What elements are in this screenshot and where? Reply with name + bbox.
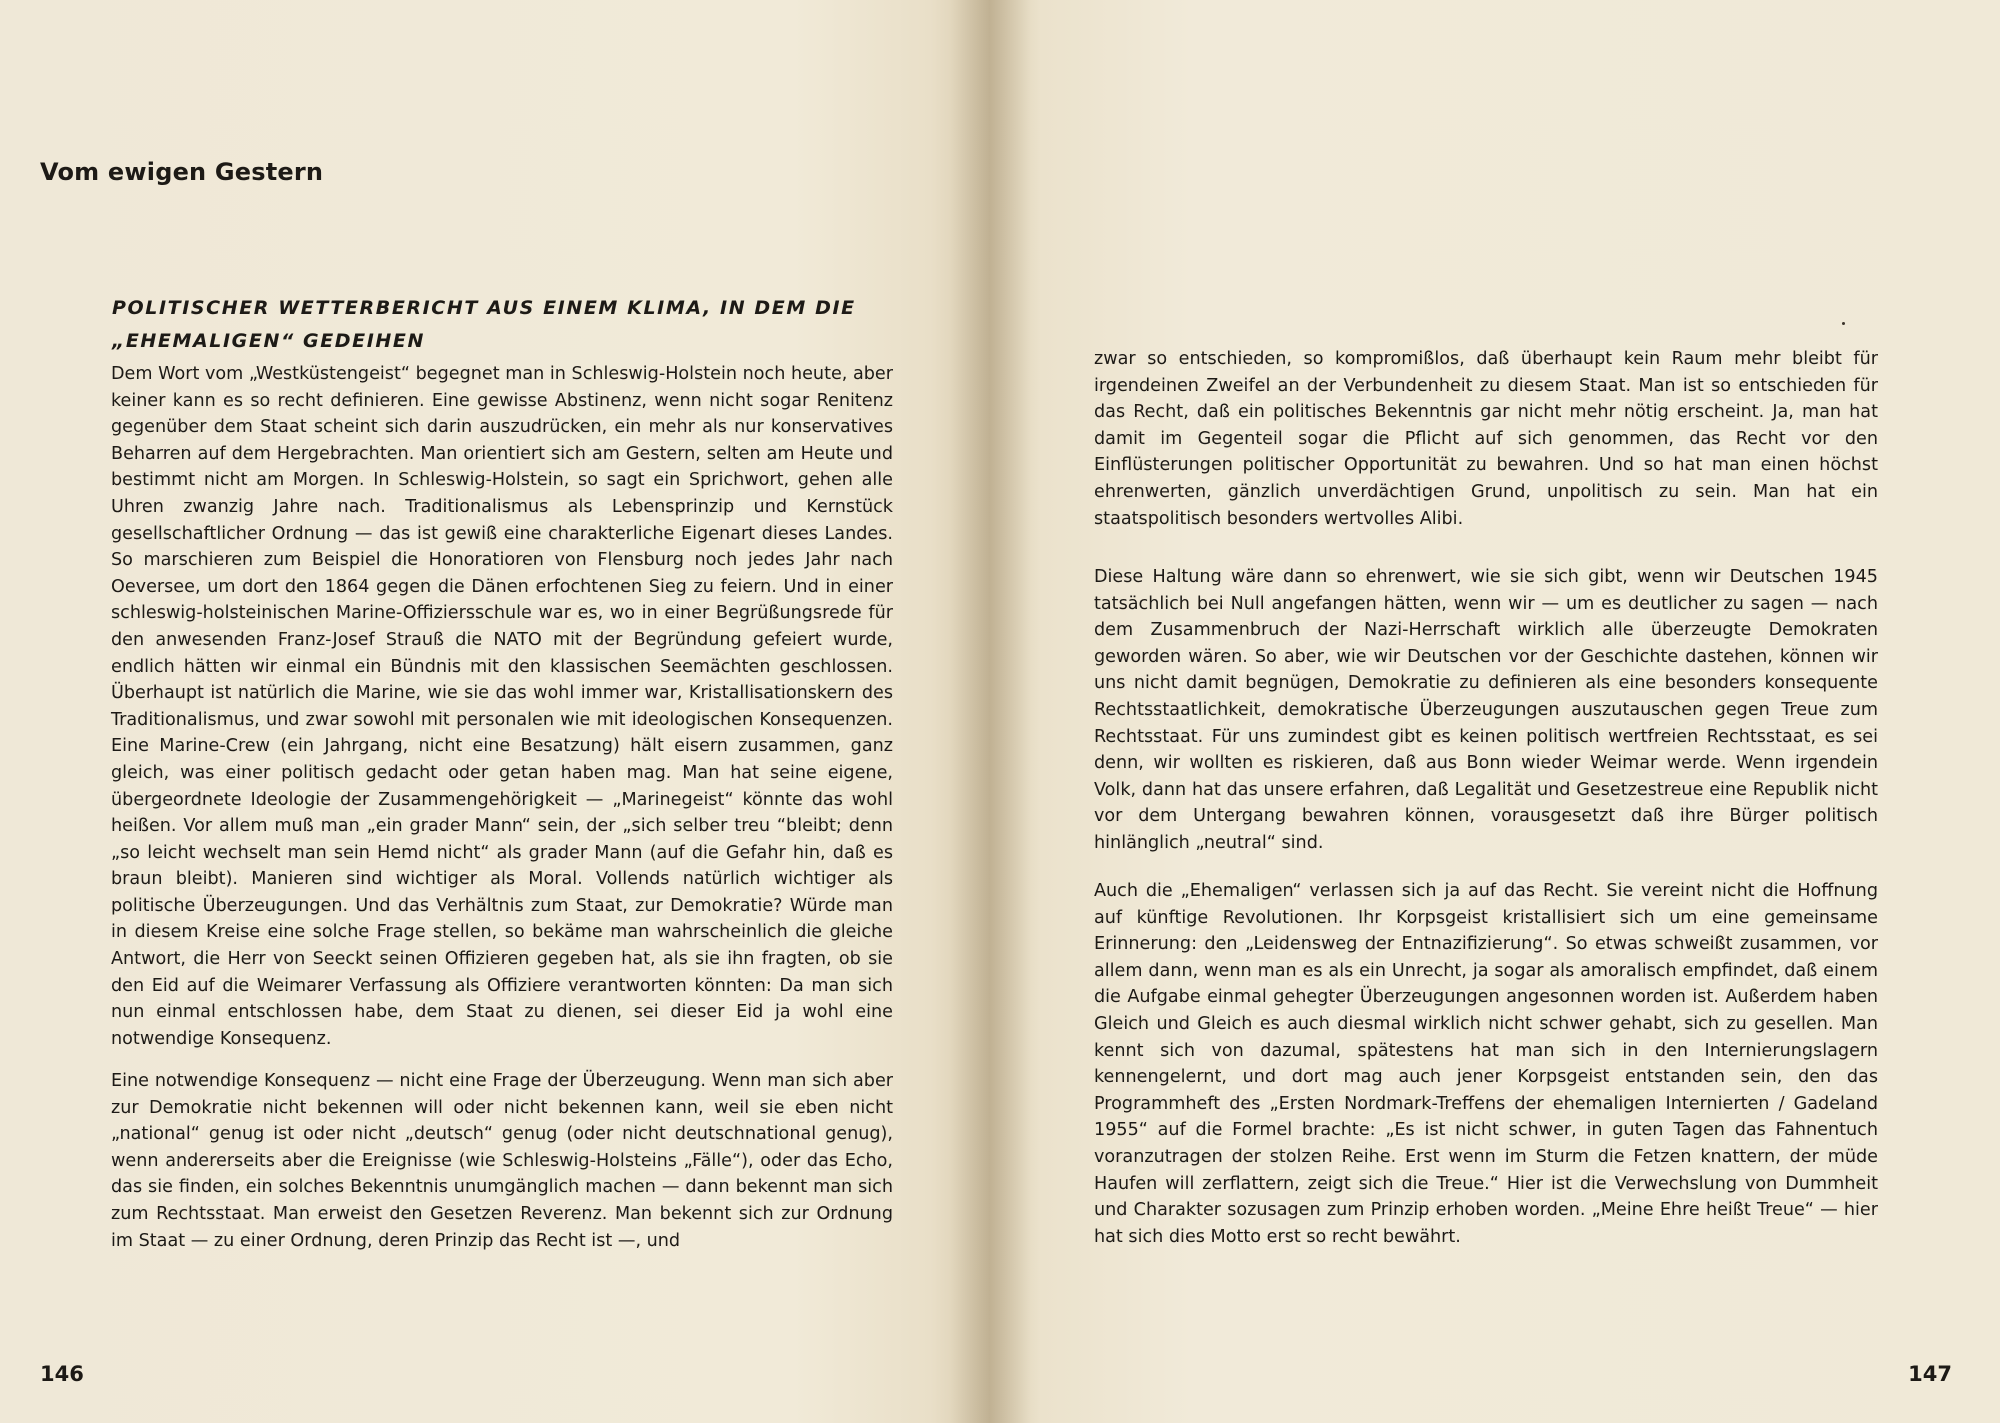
chapter-title: Vom ewigen Gestern [40, 158, 324, 186]
page-number-left: 146 [40, 1362, 84, 1386]
section-heading-line-2: „EHEMALIGEN“ GEDEIHEN [112, 330, 425, 352]
page-number-right: 147 [1908, 1362, 1952, 1386]
left-page [0, 0, 990, 1423]
right-paragraph-2: Diese Haltung wäre dann so ehrenwert, wie sie sich gibt, wenn wir Deutschen 1945 tatsächlich bei Null angefangen hätten, wenn wir — um es deutlicher zu sagen — nach dem Zusammenbruch der Nazi-Herrschaft wirklich alle überzeugte Demokraten geworden wären. So aber, wie wir Deutschen vor der Geschichte dastehen, können wir uns nicht damit begnügen, Demokratie zu definieren als eine besonders konsequente Rechtsstaatlichkeit, demokratische Überzeugungen auszutauschen gegen Treue zum Rechtsstaat. Für uns zumindest gibt es keinen politisch wertfreien Rechtsstaat, es sei denn, wir wollten es riskieren, daß aus Bonn wieder Weimar werde. Wenn irgendein Volk, dann hat das unsere erfahren, daß Legalität und Gesetzestreue eine Republik nicht vor dem Untergang bewahren können, vorausgesetzt daß ihre Bürger politisch hinlänglich „neutral“ sind. [1094, 567, 1878, 853]
left-paragraph-1: Dem Wort vom „Westküstengeist“ begegnet man in Schleswig-Holstein noch heute, aber keiner kann es so recht definieren. Eine gewisse Abstinenz, wenn nicht sogar Renitenz gegenüber dem Staat scheint sich darin auszudrücken, ein mehr als nur konservatives Beharren auf dem Hergebrachten. Man orientiert sich am Gestern, selten am Heute und bestimmt nicht am Morgen. In Schleswig-Holstein, so sagt ein Sprichwort, gehen alle Uhren zwanzig Jahre nach. Traditionalismus als Lebensprinzip und Kernstück gesellschaftlicher Ordnung — das ist gewiß eine charakterliche Eigenart dieses Landes. So marschieren zum Beispiel die Honoratioren von Flensburg noch jedes Jahr nach Oeversee, um dort den 1864 gegen die Dänen erfochtenen Sieg zu feiern. Und in einer schleswig-holsteinischen Marine-Offiziersschule war es, wo in einer Begrüßungsrede für den anwesenden Franz-Josef Strauß die NATO mit der Begründung gefeiert wurde, endlich hätten wir einmal ein Bündnis mit den klassischen Seemächten geschlossen. Überhaupt ist natürlich die Marine, wie sie das wohl immer war, Kristallisationskern des Traditionalismus, und zwar sowohl mit personalen wie mit ideologischen Konsequenzen. Eine Marine-Crew (ein Jahrgang, nicht eine Besatzung) hält eisern zusammen, ganz gleich, was einer politisch gedacht oder getan haben mag. Man hat seine eigene, übergeordnete Ideologie der Zusammengehörigkeit — „Marinegeist“ könnte das wohl heißen. Vor allem muß man „ein grader Mann“ sein, der „sich selber treu “bleibt; denn „so leicht wechselt man sein Hemd nicht“ als grader Mann (auf die Gefahr hin, daß es braun bleibt). Manieren sind wichtiger als Moral. Vollends natürlich wichtiger als politische Überzeugungen. Und das Verhältnis zum Staat, zur Demokratie? Würde man in diesem Kreise eine solche Frage stellen, so bekäme man wahrscheinlich die gleiche Antwort, die Herr von Seeckt seinen Offizieren gegeben hat, als sie ihn fragten, ob sie den Eid auf die Weimarer Verfassung als Offiziere verantworten könnten: Da man sich nun einmal entschlossen habe, dem Staat zu dienen, sei dieser Eid ja wohl eine notwendige Konsequenz. [111, 364, 893, 1049]
gutter-shadow [950, 0, 990, 1423]
gutter-shadow [990, 0, 1030, 1423]
section-heading-line-1: POLITISCHER WETTERBERICHT AUS EINEM KLIMA, IN DEM DIE [112, 297, 856, 319]
print-speck [1842, 322, 1845, 325]
right-page [990, 0, 2000, 1423]
left-paragraph-2: Eine notwendige Konsequenz — nicht eine Frage der Überzeugung. Wenn man sich aber zur Demokratie nicht bekennen will oder nicht bekennen kann, weil sie eben nicht „national“ genug ist oder nicht „deutsch“ genug (oder nicht deutschnational genug), wenn andererseits aber die Ereignisse (wie Schleswig-Holsteins „Fälle“), oder das Echo, das sie finden, ein solches Bekenntnis unumgänglich machen — dann bekennt man sich zum Rechtsstaat. Man erweist den Gesetzen Reverenz. Man bekennt sich zur Ordnung im Staat — zu einer Ordnung, deren Prinzip das Recht ist —, und [111, 1071, 893, 1251]
section-heading [112, 292, 892, 358]
right-paragraph-3: Auch die „Ehemaligen“ verlassen sich ja auf das Recht. Sie vereint nicht die Hoffnung auf künftige Revolutionen. Ihr Korpsgeist kristallisiert sich um eine gemeinsame Erinnerung: den „Leidensweg der Entnazifizierung“. So etwas schweißt zusammen, vor allem dann, wenn man es als ein Unrecht, ja sogar als amoralisch empfindet, daß einem die Aufgabe einmal gehegter Überzeugungen angesonnen worden ist. Außerdem haben Gleich und Gleich es auch diesmal wirklich nicht schwer gehabt, sich zu gesellen. Man kennt sich von dazumal, spätestens hat man sich in den Internierungslagern kennengelernt, und dort mag auch jener Korpsgeist entstanden sein, den das Programmheft des „Ersten Nordmark-Treffens der ehemaligen Internierten / Gadeland 1955“ auf die Formel brachte: „Es ist nicht schwer, in guten Tagen das Fahnentuch voranzutragen der stolzen Reihe. Erst wenn im Sturm die Fetzen knattern, der müde Haufen will zerflattern, zeigt sich die Treue.“ Hier ist die Verwechslung von Dummheit und Charakter sozusagen zum Prinzip erhoben worden. „Meine Ehre heißt Treue“ — hier hat sich dies Motto erst so recht bewährt. [1094, 881, 1878, 1247]
right-paragraph-1: zwar so entschieden, so kompromißlos, daß überhaupt kein Raum mehr bleibt für irgendeinen Zweifel an der Verbundenheit zu diesem Staat. Man ist so entschieden für das Recht, daß ein politisches Bekenntnis gar nicht mehr nötig erscheint. Ja, man hat damit im Gegenteil sogar die Pflicht auf sich genommen, das Recht vor den Einflüsterungen politischer Opportunität zu bewahren. Und so hat man einen höchst ehrenwerten, gänzlich unverdächtigen Grund, unpolitisch zu sein. Man hat ein staatspolitisch besonders wertvolles Alibi. [1094, 349, 1878, 529]
